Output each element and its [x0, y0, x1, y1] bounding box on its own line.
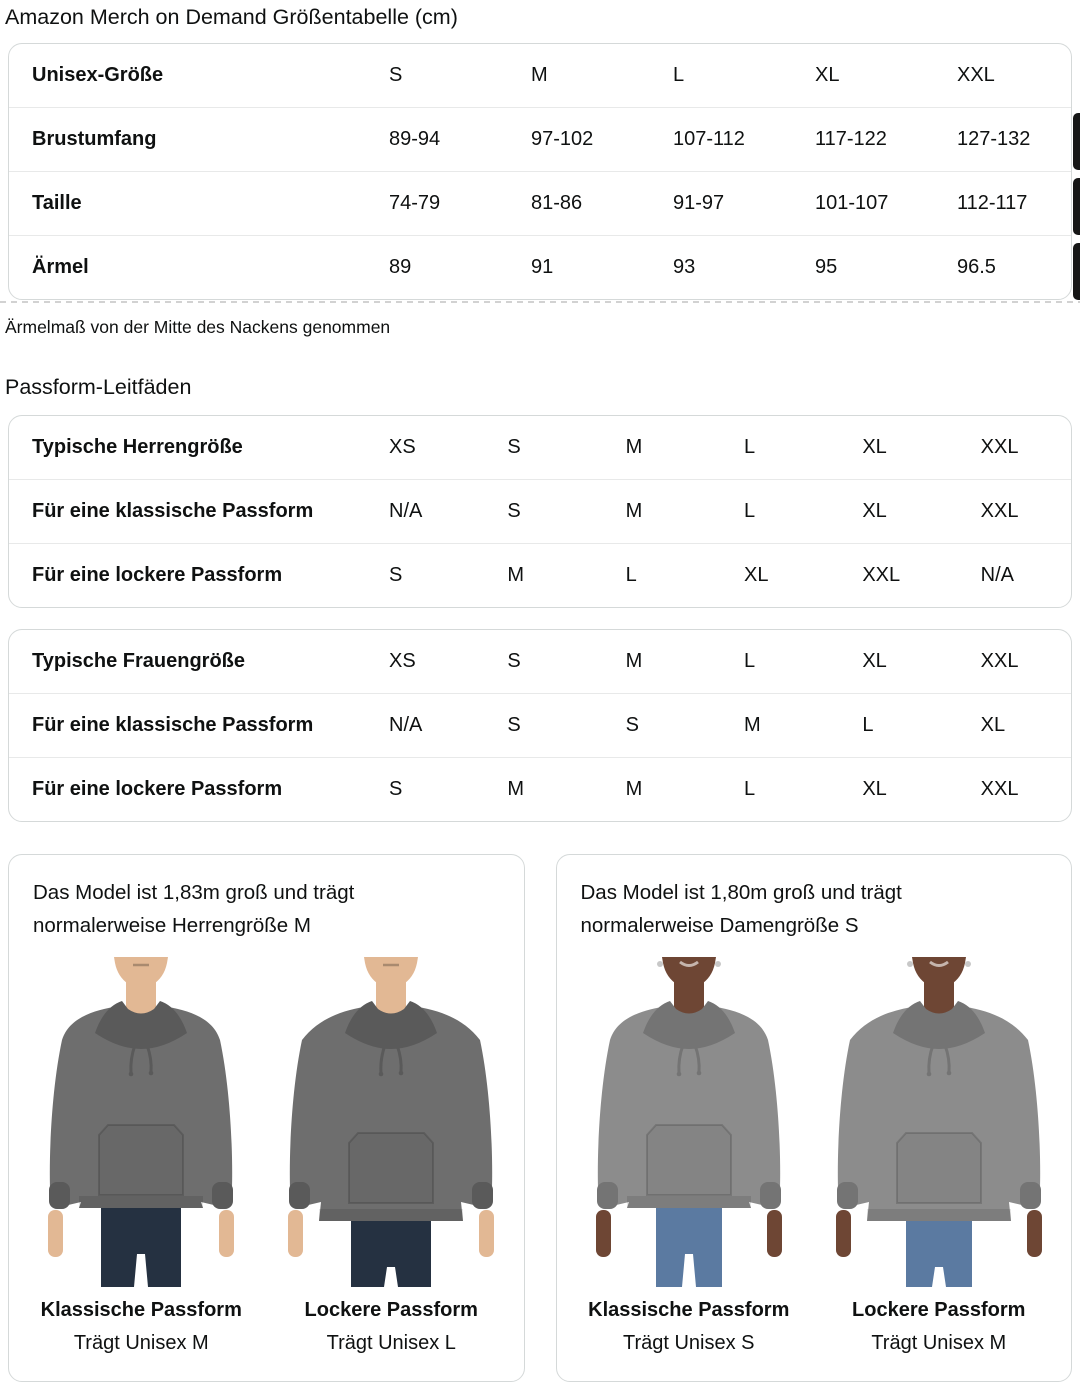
- cell-value: XL: [815, 64, 840, 86]
- fit-table-women: [8, 629, 1072, 822]
- row-label: Unisex-Größe: [32, 64, 164, 86]
- scrollbar-thumb[interactable]: [1073, 243, 1080, 300]
- cell-value: 97-102: [531, 128, 594, 150]
- cell-value: S: [507, 436, 521, 458]
- cell-value: M: [625, 500, 643, 522]
- cell-value: 74-79: [389, 192, 441, 214]
- cell-value: L: [744, 500, 756, 522]
- cell-value: S: [625, 714, 639, 736]
- cell-value: XL: [862, 650, 887, 672]
- row-label: Typische Frauengröße: [32, 650, 246, 672]
- table-row: [9, 416, 1071, 480]
- cell-value: XXL: [980, 500, 1019, 522]
- size-caption: Trägt Unisex L: [326, 1332, 456, 1354]
- section-title: Passform-Leitfäden: [5, 375, 192, 399]
- fit-caption: Klassische Passform: [588, 1299, 790, 1321]
- model-photo: [826, 957, 1052, 1287]
- cell-value: S: [389, 778, 403, 800]
- cell-value: XL: [862, 500, 887, 522]
- cell-value: XL: [862, 778, 887, 800]
- person-illustration: [826, 957, 1052, 1287]
- cell-value: XXL: [980, 778, 1019, 800]
- page-title: Amazon Merch on Demand Größentabelle (cm): [5, 5, 458, 29]
- row-label: Typische Herrengröße: [32, 436, 243, 458]
- row-label: Ärmel: [32, 256, 89, 278]
- cell-value: M: [625, 778, 643, 800]
- cell-value: S: [507, 714, 521, 736]
- cell-value: XL: [744, 564, 769, 586]
- model-photo: [278, 957, 504, 1287]
- model-figure: [576, 957, 802, 1355]
- table-row: [9, 544, 1071, 607]
- row-label: Für eine lockere Passform: [32, 564, 283, 586]
- cell-value: L: [744, 436, 756, 458]
- table-row: [9, 172, 1071, 236]
- fit-caption: Klassische Passform: [40, 1299, 242, 1321]
- cell-value: S: [389, 564, 403, 586]
- cell-value: XXL: [957, 64, 995, 86]
- cell-value: N/A: [389, 500, 423, 522]
- table-row: [9, 694, 1071, 758]
- cell-value: L: [862, 714, 874, 736]
- cell-value: 91-97: [673, 192, 725, 214]
- fit-table-men: [8, 415, 1072, 608]
- person-illustration: [28, 957, 254, 1287]
- cell-value: 96.5: [957, 256, 996, 278]
- cell-value: M: [507, 778, 524, 800]
- row-label: Taille: [32, 192, 82, 214]
- cell-value: 117-122: [815, 128, 887, 150]
- cell-value: 95: [815, 256, 838, 278]
- model-figure: [278, 957, 504, 1355]
- cell-value: XL: [862, 436, 887, 458]
- cell-value: L: [625, 564, 637, 586]
- model-figure: [28, 957, 254, 1355]
- cell-value: L: [744, 778, 756, 800]
- cell-value: S: [389, 64, 403, 86]
- cell-value: 127-132: [957, 128, 1031, 150]
- cell-value: M: [531, 64, 548, 86]
- model-description: Das Model ist 1,83m groß und trägt normalerweise Herrengröße M: [33, 881, 355, 937]
- size-caption: Trägt Unisex S: [622, 1332, 755, 1354]
- cell-value: L: [744, 650, 756, 672]
- fit-caption: Lockere Passform: [304, 1299, 478, 1321]
- model-description: Das Model ist 1,80m groß und trägt normalerweise Damengröße S: [580, 881, 902, 937]
- model-card-men: [8, 854, 525, 1382]
- cell-value: XXL: [862, 564, 901, 586]
- model-card-women: [556, 854, 1073, 1382]
- row-label: Für eine klassische Passform: [32, 714, 314, 736]
- table-row: [9, 480, 1071, 544]
- model-cards: [8, 854, 1072, 1382]
- cell-value: 112-117: [957, 192, 1028, 214]
- model-figure: [826, 957, 1052, 1355]
- table-row: [9, 44, 1071, 108]
- table-row: [9, 108, 1071, 172]
- row-label: Für eine klassische Passform: [32, 500, 314, 522]
- figures-row: [9, 957, 524, 1355]
- cell-value: 107-112: [673, 128, 745, 150]
- size-caption: Trägt Unisex M: [73, 1332, 209, 1354]
- cell-value: M: [507, 564, 524, 586]
- cell-value: 93: [673, 256, 696, 278]
- model-photo: [28, 957, 254, 1287]
- cell-value: XXL: [980, 436, 1019, 458]
- cell-value: 91: [531, 256, 554, 278]
- figures-row: [557, 957, 1072, 1355]
- cell-value: S: [507, 500, 521, 522]
- row-label: Brustumfang: [32, 128, 157, 150]
- row-label: Für eine lockere Passform: [32, 778, 283, 800]
- cell-value: 89: [389, 256, 412, 278]
- cell-value: 89-94: [389, 128, 441, 150]
- scrollbar-thumb[interactable]: [1073, 113, 1080, 170]
- cell-value: 101-107: [815, 192, 889, 214]
- model-photo: [576, 957, 802, 1287]
- cell-value: XL: [980, 714, 1006, 736]
- cell-value: XXL: [980, 650, 1019, 672]
- table-row: [9, 236, 1071, 299]
- cell-value: N/A: [980, 564, 1014, 586]
- fit-caption: Lockere Passform: [852, 1299, 1026, 1321]
- cell-value: XS: [389, 650, 416, 672]
- cell-value: N/A: [389, 714, 423, 736]
- sleeve-note: Ärmelmaß von der Mitte des Nackens genommen: [5, 317, 391, 337]
- cell-value: M: [625, 650, 643, 672]
- table-row: [9, 758, 1071, 821]
- scrollbar-thumb[interactable]: [1073, 178, 1080, 235]
- person-illustration: [576, 957, 802, 1287]
- cell-value: XS: [389, 436, 416, 458]
- cell-value: M: [744, 714, 761, 736]
- dashed-divider: [0, 301, 1080, 303]
- size-caption: Trägt Unisex M: [871, 1332, 1007, 1354]
- cell-value: M: [625, 436, 643, 458]
- table-row: [9, 630, 1071, 694]
- cell-value: L: [673, 64, 685, 86]
- person-illustration: [278, 957, 504, 1287]
- cell-value: 81-86: [531, 192, 583, 214]
- cell-value: S: [507, 650, 521, 672]
- unisex-size-table: [8, 43, 1072, 300]
